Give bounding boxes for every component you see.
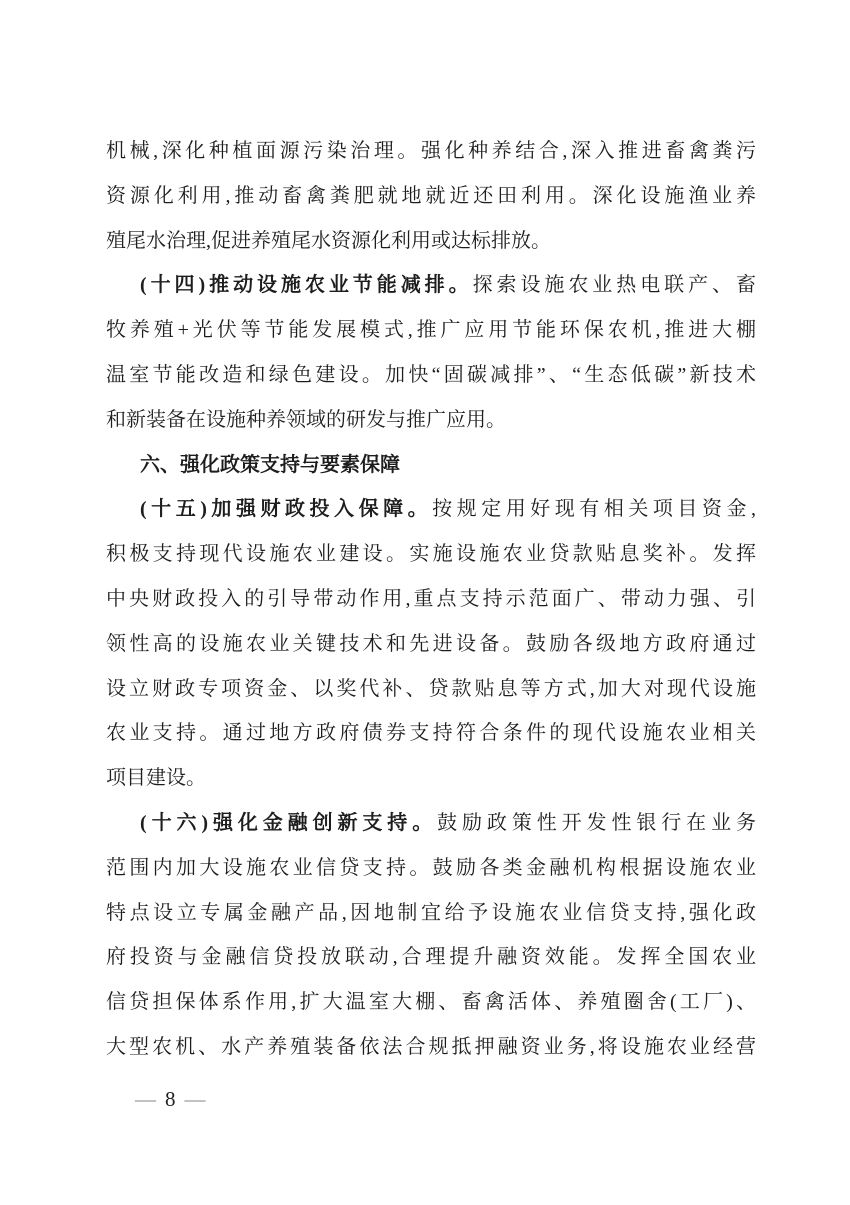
text-line: [106, 532, 756, 577]
page-number-dash-right: —: [184, 1087, 206, 1111]
text-line: [106, 935, 756, 980]
line-text: 大型农机、水产养殖装备依法合规抵押融资业务,将设施农业经营: [106, 1035, 756, 1058]
page-number: [135, 1086, 206, 1112]
text-line: [106, 129, 756, 174]
line-bold-lead: 六、强化政策支持与要素保障: [140, 453, 400, 476]
line-text: 探索设施农业热电联产、畜: [472, 274, 756, 297]
line-bold-lead: (十四)推动设施农业节能减排。: [140, 274, 473, 297]
line-text: 农业支持。通过地方政府债券支持符合条件的现代设施农业相关: [106, 722, 756, 745]
text-line: [106, 622, 756, 667]
line-text: 府投资与金融信贷投放联动,合理提升融资效能。发挥全国农业: [106, 946, 756, 969]
line-text: 按规定用好现有相关项目资金,: [432, 498, 756, 521]
line-text: 范围内加大设施农业信贷支持。鼓励各类金融机构根据设施农业: [106, 856, 756, 879]
page-number-dash-left: —: [135, 1087, 156, 1111]
document-body: [106, 129, 756, 1070]
text-line: [106, 980, 756, 1025]
line-text: 和新装备在设施种养领域的研发与推广应用。: [106, 408, 506, 431]
line-bold-lead: (十六)强化金融创新支持。: [140, 811, 438, 834]
text-line: [106, 308, 756, 353]
text-line-section-16: [106, 801, 756, 846]
text-line: [106, 1025, 756, 1070]
line-bold-lead: (十五)加强财政投入保障。: [140, 498, 433, 521]
text-line: [106, 353, 756, 398]
line-text: 温室节能改造和绿色建设。加快“固碳减排”、“生态低碳”新技术: [106, 363, 756, 386]
line-text: 积极支持现代设施农业建设。实施设施农业贷款贴息奖补。发挥: [106, 543, 756, 566]
text-line: [106, 219, 756, 264]
line-text: 牧养殖+光伏等节能发展模式,推广应用节能环保农机,推进大棚: [106, 319, 756, 342]
text-line: [106, 667, 756, 712]
line-text: 特点设立专属金融产品,因地制宜给予设施农业信贷支持,强化政: [106, 901, 756, 924]
text-line-section-15: [106, 487, 756, 532]
page-number-value: 8: [165, 1087, 176, 1111]
line-text: 信贷担保体系作用,扩大温室大棚、畜禽活体、养殖圈舍(工厂)、: [106, 991, 756, 1014]
text-line: [106, 846, 756, 891]
line-text: 鼓励政策性开发性银行在业务: [437, 811, 756, 834]
line-text: 设立财政专项资金、以奖代补、贷款贴息等方式,加大对现代设施: [106, 677, 756, 700]
line-text: 领性高的设施农业关键技术和先进设备。鼓励各级地方政府通过: [106, 632, 756, 655]
text-line: [106, 577, 756, 622]
text-line-section-14: [106, 263, 756, 308]
text-line: [106, 711, 756, 756]
line-text: 机械,深化种植面源污染治理。强化种养结合,深入推进畜禽粪污: [106, 140, 756, 162]
text-line: [106, 756, 756, 801]
text-line: [106, 398, 756, 443]
line-text: 中央财政投入的引导带动作用,重点支持示范面广、带动力强、引: [106, 587, 756, 610]
section-heading-6: [106, 443, 756, 488]
line-text: 殖尾水治理,促进养殖尾水资源化利用或达标排放。: [106, 229, 551, 252]
line-text: 项目建设。: [106, 767, 206, 790]
text-line: [106, 891, 756, 936]
line-text: 资源化利用,推动畜禽粪肥就地就近还田利用。深化设施渔业养: [106, 184, 756, 207]
text-line: [106, 174, 756, 219]
